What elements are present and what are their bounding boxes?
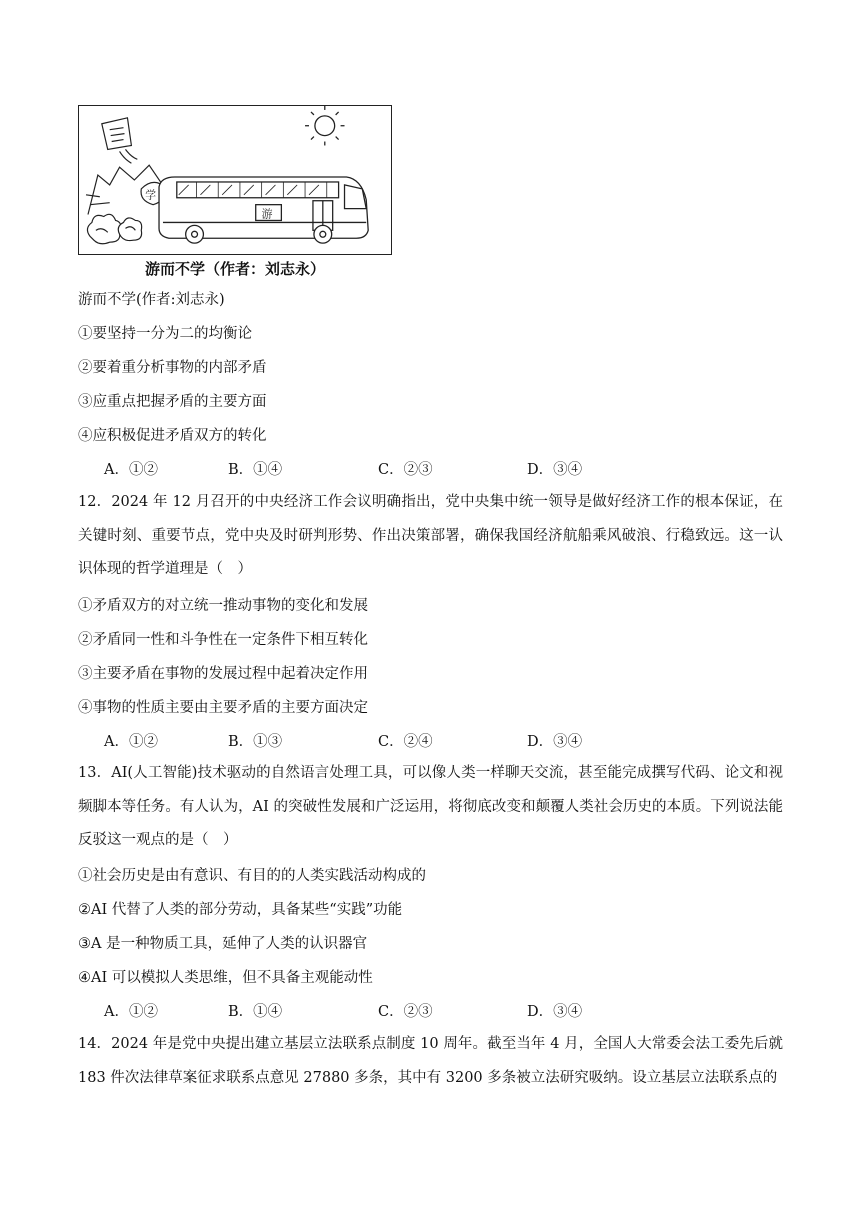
q12-option-c[interactable]: C．②④	[378, 734, 433, 750]
q11-option-a[interactable]: A．①②	[104, 462, 158, 478]
q12-option-b[interactable]: B．①③	[228, 734, 283, 750]
cartoon-figure	[78, 105, 392, 255]
exhaust-cloud-icon	[87, 214, 141, 243]
q11-item-2: ②要着重分析事物的内部矛盾	[78, 360, 267, 376]
svg-text:学: 学	[145, 188, 157, 202]
q13-item-1: ①社会历史是由有意识、有目的的人类实践活动构成的	[78, 868, 426, 884]
q13-item-3: ③A 是一种物质工具，延伸了人类的认识器官	[78, 936, 368, 952]
q13-option-a[interactable]: A．①②	[104, 1004, 158, 1020]
q12-item-2: ②矛盾同一性和斗争性在一定条件下相互转化	[78, 632, 368, 648]
q12-option-a[interactable]: A．①②	[104, 734, 158, 750]
q12-option-d[interactable]: D．③④	[527, 734, 583, 750]
q13-item-4: ④AI 可以模拟人类思维，但不具备主观能动性	[78, 970, 373, 986]
q11-item-3: ③应重点把握矛盾的主要方面	[78, 394, 267, 410]
q13-option-d[interactable]: D．③④	[527, 1004, 583, 1020]
q13-item-2: ②AI 代替了人类的部分劳动，具备某些“实践”功能	[78, 902, 403, 918]
figure-caption: 游而不学（作者：刘志永）	[144, 260, 325, 278]
cartoon-bus-illustration	[79, 106, 391, 254]
q12-item-1: ①矛盾双方的对立统一推动事物的变化和发展	[78, 598, 368, 614]
q13-option-b[interactable]: B．①④	[228, 1004, 283, 1020]
q12-stem: 12．2024 年 12 月召开的中央经济工作会议明确指出，党中央集中统一领导是做好经济工作的根本保证，在关键时刻、重要节点，党中央及时研判形势、作出决策部署，确保我国经济航船乘风破浪、行稳致远。这一认识体现的哲学道理是（ ）	[78, 494, 783, 577]
q11-option-b[interactable]: B．①④	[228, 462, 283, 478]
q11-item-4: ④应积极促进矛盾双方的转化	[78, 428, 267, 444]
q12-item-3: ③主要矛盾在事物的发展过程中起着决定作用	[78, 666, 368, 682]
q11-option-c[interactable]: C．②③	[378, 462, 433, 478]
q12-item-4: ④事物的性质主要由主要矛盾的主要方面决定	[78, 700, 368, 716]
flying-paper-icon	[102, 118, 138, 163]
q13-option-c[interactable]: C．②③	[378, 1004, 433, 1020]
q11-option-d[interactable]: D．③④	[527, 462, 583, 478]
q11-item-1: ①要坚持一分为二的均衡论	[78, 326, 252, 342]
q13-stem: 13．AI(人工智能)技术驱动的自然语言处理工具，可以像人类一样聊天交流，甚至能完成撰写代码、论文和视频脚本等任务。有人认为，AI 的突破性发展和广泛运用，将彻底改变和颠覆人类社会历史的本质。下列说法能反驳这一观点的是（ ）	[78, 765, 783, 848]
q11-subtitle: 游而不学(作者:刘志永)	[78, 292, 225, 308]
sun-icon	[305, 106, 344, 145]
q14-stem: 14．2024 年是党中央提出建立基层立法联系点制度 10 周年。截至当年 4 月，全国人大常委会法工委先后就 183 件次法律草案征求联系点意见 27880 多条，其中有 3200 多条被立法研究吸纳。设立基层立法联系点的	[78, 1036, 783, 1086]
svg-text:游: 游	[261, 207, 273, 221]
